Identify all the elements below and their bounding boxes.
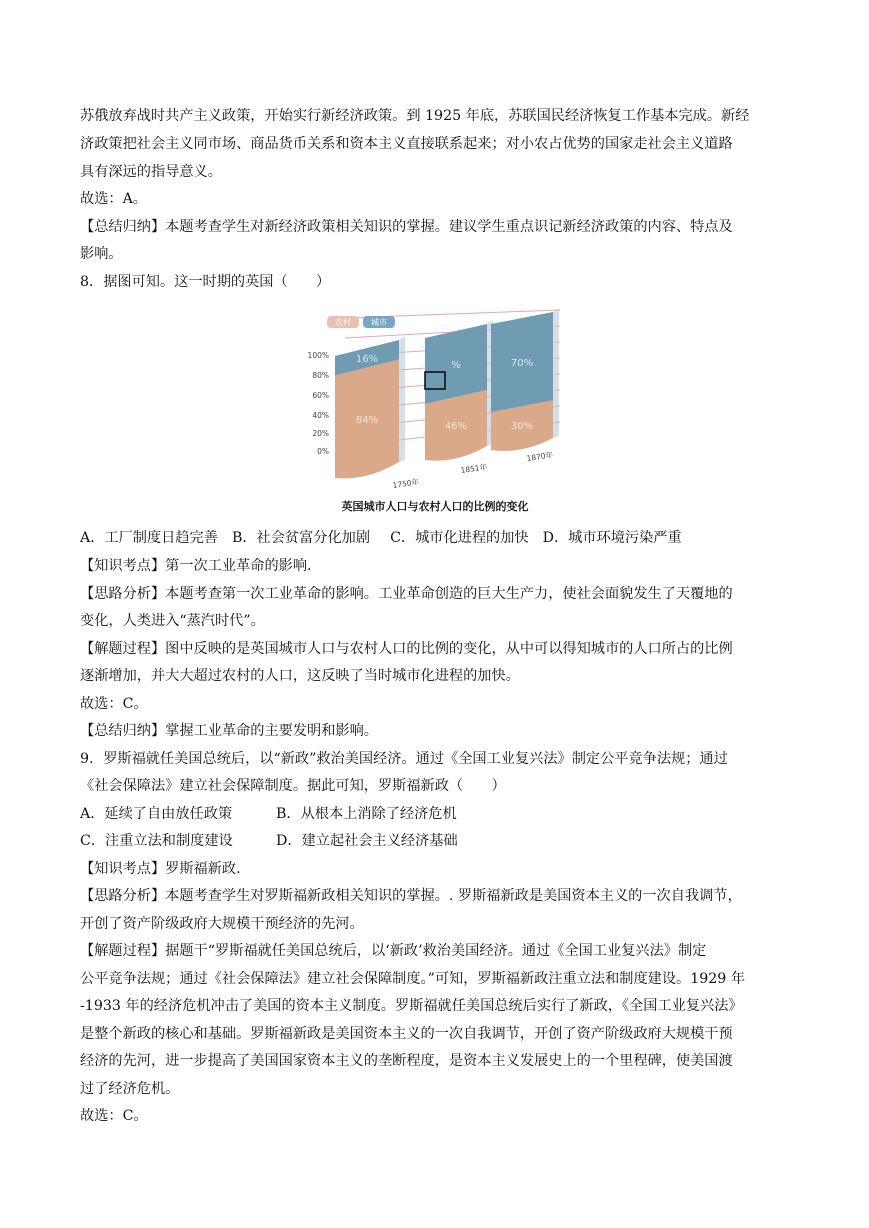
data-label-urban: 70% xyxy=(510,358,534,370)
bar-side-face xyxy=(553,308,559,438)
solution-line: -1933 年的经济危机冲击了美国的资本主义制度。罗斯福就任美国总统后实行了新政，《全国工业复兴法》 xyxy=(80,998,743,1014)
legend-label-rural: 农村 xyxy=(335,318,351,327)
answer-line: 故选：C。 xyxy=(80,696,148,712)
text-line: 影响。 xyxy=(80,246,123,262)
solution-line: 【解题过程】图中反映的是英国城市人口与农村人口的比例的变化，从中可以得知城市的人口所占的比例 xyxy=(80,641,733,657)
solution-line: 【解题过程】据题干“罗斯福就任美国总统后，以‘新政’救治美国经济。通过《全国工业复兴法》制定 xyxy=(80,943,707,959)
chart-bars xyxy=(335,308,559,478)
x-tick-label: 1851年 xyxy=(460,462,488,475)
text-line: 苏俄放弃战时共产主义政策，开始实行新经济政策。到 1925 年底，苏联国民经济恢复工作基本完成。新经 xyxy=(80,108,750,124)
answer-line: 故选：C。 xyxy=(80,1108,148,1124)
x-tick-label: 1750年 xyxy=(392,477,420,490)
analysis-line: 【思路分析】本题考查第一次工业革命的影响。工业革命创造的巨大生产力，使社会面貌发生了天覆地的 xyxy=(80,586,733,602)
data-label-urban: % xyxy=(451,359,461,371)
analysis-line: 变化，人类进入“蒸汽时代”。 xyxy=(80,613,265,629)
solution-line: 经济的先河，进一步提高了美国国家资本主义的垄断程度，是资本主义发展史上的一个里程碑，使美国渡 xyxy=(80,1053,733,1069)
x-tick-label: 1870年 xyxy=(526,450,554,463)
y-axis-ticks xyxy=(308,351,329,456)
text-line: 济政策把社会主义同市场、商品货币关系和资本主义直接联系起来；对小农占优势的国家走社会主义道路 xyxy=(80,136,733,152)
option-d: D．城市环境污染严重 xyxy=(542,530,682,546)
solution-line: 逐渐增加，并大大超过农村的人口，这反映了当时城市化进程的加快。 xyxy=(80,668,520,684)
y-tick-label: 100% xyxy=(307,351,329,360)
analysis-line: 【思路分析】本题考查学生对罗斯福新政相关知识的掌握。. 罗斯福新政是美国资本主义的一次自我调节， xyxy=(80,888,742,904)
solution-line: 公平竞争法规；通过《社会保障法》建立社会保障制度。”可知，罗斯福新政注重立法和制度建设。1929 年 xyxy=(80,971,746,987)
question-8-options xyxy=(80,528,799,548)
option-a: A．工厂制度日趋完善 xyxy=(80,530,218,546)
x-axis-labels xyxy=(392,449,554,490)
bar-side-face xyxy=(399,336,405,462)
population-chart xyxy=(305,308,565,518)
option-c: C．城市化进程的加快 xyxy=(390,530,529,546)
option-b: B．社会贫富分化加剧 xyxy=(231,530,371,546)
question-9: 《社会保障法》建立社会保障制度。据此可知，罗斯福新政（ ） xyxy=(80,778,506,794)
option-d: D．建立起社会主义经济基础 xyxy=(276,833,458,849)
y-tick-label: 40% xyxy=(312,411,329,420)
data-label-urban: 16% xyxy=(355,353,379,365)
question-8: 8．据图可知。这一时期的英国（ ） xyxy=(80,274,331,290)
solution-line: 是整个新政的核心和基础。罗斯福新政是美国资本主义的一次自我调节，开创了资产阶级政府大规模干预 xyxy=(80,1026,733,1042)
analysis-line: 开创了资产阶级政府大规模干预经济的先河。 xyxy=(80,916,364,932)
summary-line: 【总结归纳】掌握工业革命的主要发明和影响。 xyxy=(80,723,378,739)
data-label-rural: 84% xyxy=(355,414,379,426)
question-9: 9．罗斯福就任美国总统后，以“新政”救治美国经济。通过《全国工业复兴法》制定公平竞争法规；通过 xyxy=(80,751,728,767)
y-tick-label: 20% xyxy=(312,429,329,438)
solution-line: 过了经济危机。 xyxy=(80,1081,180,1097)
text-line: 具有深远的指导意义。 xyxy=(80,164,222,180)
knowledge-point: 【知识考点】第一次工业革命的影响. xyxy=(80,558,312,574)
y-tick-label: 0% xyxy=(317,447,329,456)
y-tick-label: 80% xyxy=(312,371,329,380)
knowledge-point: 【知识考点】罗斯福新政. xyxy=(80,861,241,877)
question-9-options xyxy=(80,804,799,824)
question-9-options xyxy=(80,831,799,851)
option-b: B．从根本上消除了经济危机 xyxy=(276,806,457,822)
option-c: C．注重立法和制度建设 xyxy=(80,833,233,849)
legend-label-urban: 城市 xyxy=(371,318,387,327)
chart-title: 英国城市人口与农村人口的比例的变化 xyxy=(341,500,529,513)
data-label-rural: 46% xyxy=(444,420,468,432)
option-a: A．延续了自由放任政策 xyxy=(80,806,233,822)
summary-line: 【总结归纳】本题考查学生对新经济政策相关知识的掌握。建议学生重点识记新经济政策的内容、特点及 xyxy=(80,219,733,235)
y-tick-label: 60% xyxy=(312,391,329,400)
answer-line: 故选：A。 xyxy=(80,191,147,207)
data-label-rural: 30% xyxy=(510,421,534,433)
